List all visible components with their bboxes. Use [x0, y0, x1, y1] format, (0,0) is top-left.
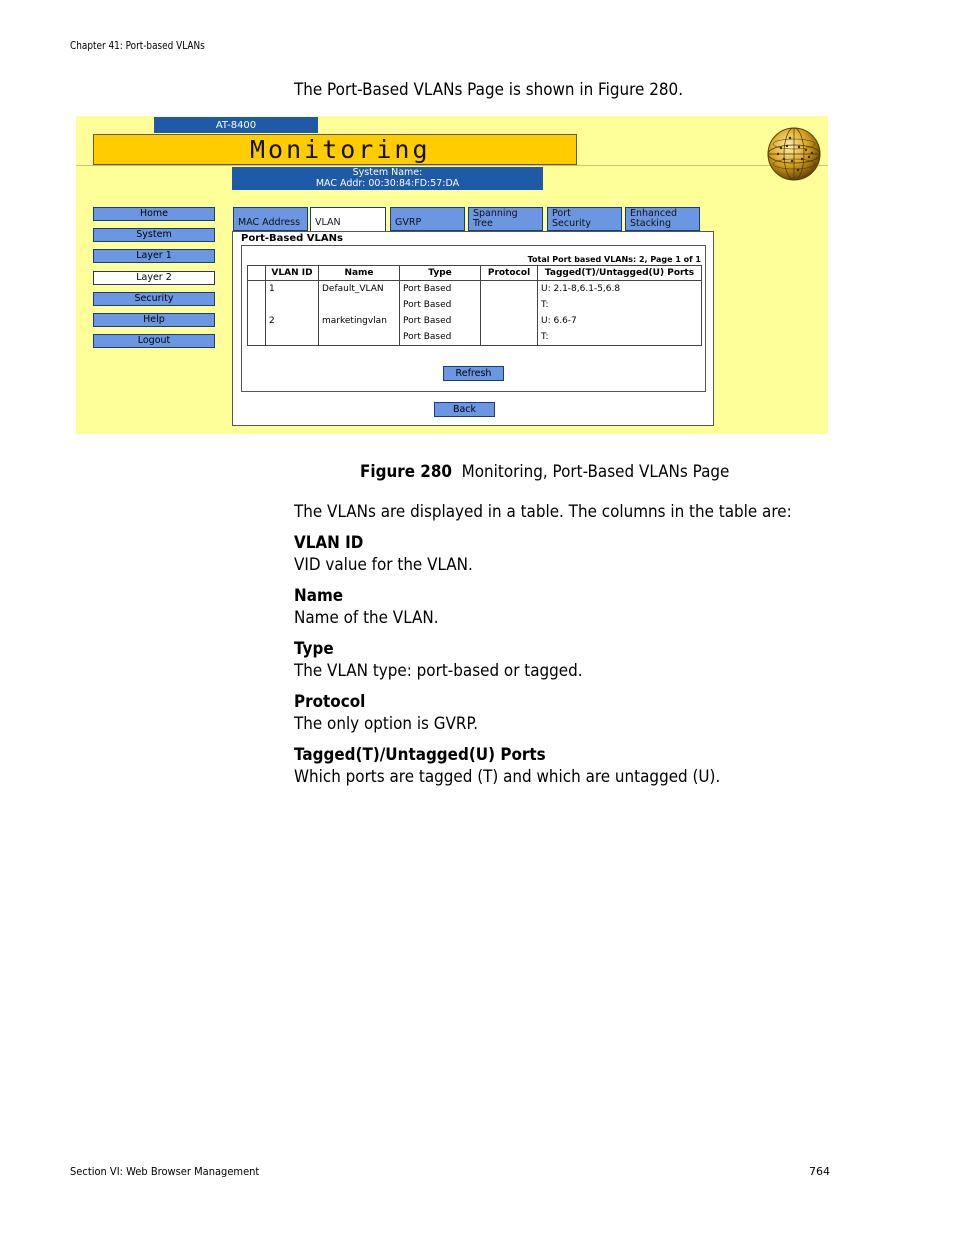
table-row [248, 313, 702, 329]
tab-label: VLAN [315, 217, 341, 228]
table-header-spacer [248, 266, 266, 281]
vlan-panel [232, 231, 714, 426]
cell-type: Port Based [400, 297, 481, 313]
cell-vlan-id [266, 297, 319, 313]
term-type: Type [294, 639, 334, 658]
term-ports: Tagged(T)/Untagged(U) Ports [294, 745, 546, 764]
cell-protocol [481, 281, 538, 298]
nav-help-button[interactable]: Help [93, 313, 215, 327]
nav-system-button[interactable]: System [93, 228, 215, 242]
nav-logout-button[interactable]: Logout [93, 334, 215, 348]
cell-name [319, 297, 400, 313]
col-ports: Tagged(T)/Untagged(U) Ports [538, 266, 702, 281]
figure-screenshot [76, 116, 828, 434]
row-spacer [248, 329, 266, 346]
term-vlan-id: VLAN ID [294, 533, 364, 552]
row-spacer [248, 281, 266, 298]
tab-label-line2: Tree [473, 218, 493, 229]
tab-label-line2: Security [552, 218, 592, 229]
page-number: 764 [809, 1165, 830, 1178]
desc-name: Name of the VLAN. [294, 608, 439, 627]
cell-protocol [481, 313, 538, 329]
cell-ports: U: 2.1-8,6.1-5,6.8 [538, 281, 702, 298]
nav-home-button[interactable]: Home [93, 207, 215, 221]
tab-label: Port [552, 208, 571, 219]
table-row [248, 297, 702, 313]
tab-label: Spanning [473, 208, 518, 219]
cell-protocol [481, 329, 538, 346]
banner-title: Monitoring [250, 135, 431, 164]
cell-name: Default_VLAN [319, 281, 400, 298]
globe-logo-icon [766, 126, 822, 182]
term-protocol: Protocol [294, 692, 366, 711]
row-spacer [248, 313, 266, 329]
desc-protocol: The only option is GVRP. [294, 714, 479, 733]
col-type: Type [400, 266, 481, 281]
nav-layer2-button[interactable]: Layer 2 [93, 271, 215, 285]
cell-type: Port Based [400, 281, 481, 298]
col-protocol: Protocol [481, 266, 538, 281]
refresh-button[interactable]: Refresh [443, 366, 504, 381]
body-lead: The VLANs are displayed in a table. The columns in the table are: [294, 502, 792, 521]
monitoring-banner [93, 134, 577, 165]
nav-layer1-button[interactable]: Layer 1 [93, 249, 215, 263]
cell-name [319, 329, 400, 346]
cell-ports: T: [538, 297, 702, 313]
figure-caption [360, 462, 729, 481]
tab-enhanced-stacking[interactable] [625, 207, 700, 231]
cell-name: marketingvlan [319, 313, 400, 329]
desc-vlan-id: VID value for the VLAN. [294, 555, 473, 574]
col-vlan-id: VLAN ID [266, 266, 319, 281]
cell-ports: U: 6.6-7 [538, 313, 702, 329]
tab-label: MAC Address [238, 217, 301, 228]
system-info-box [232, 167, 543, 190]
col-name: Name [319, 266, 400, 281]
intro-text: The Port-Based VLANs Page is shown in Figure 280. [294, 80, 684, 99]
tab-label-line2: Stacking [630, 218, 671, 229]
table-row [248, 329, 702, 346]
desc-type: The VLAN type: port-based or tagged. [294, 661, 583, 680]
cell-ports: T: [538, 329, 702, 346]
table-row [248, 281, 702, 298]
nav-security-button[interactable]: Security [93, 292, 215, 306]
tab-gvrp[interactable] [390, 207, 465, 231]
caption-text: Monitoring, Port-Based VLANs Page [461, 462, 730, 481]
caption-label: Figure 280 [360, 462, 452, 481]
chapter-header: Chapter 41: Port-based VLANs [70, 39, 205, 52]
table-header-row [248, 266, 702, 281]
vlan-table [247, 265, 702, 346]
footer-section: Section VI: Web Browser Management [70, 1165, 260, 1178]
cell-vlan-id: 2 [266, 313, 319, 329]
term-name: Name [294, 586, 344, 605]
model-label: AT-8400 [154, 117, 318, 133]
cell-vlan-id: 1 [266, 281, 319, 298]
back-button[interactable]: Back [434, 402, 495, 417]
mac-address-label: MAC Addr: 00:30:84:FD:57:DA [315, 178, 460, 189]
system-name-label: System Name: [352, 167, 423, 178]
cell-protocol [481, 297, 538, 313]
row-spacer [248, 297, 266, 313]
tab-label: GVRP [395, 217, 422, 228]
tab-vlan[interactable] [310, 207, 386, 232]
tab-port-security[interactable] [547, 207, 622, 231]
tab-label: Enhanced [630, 208, 677, 219]
cell-type: Port Based [400, 313, 481, 329]
desc-ports: Which ports are tagged (T) and which are untagged (U). [294, 767, 721, 786]
tab-mac-address[interactable] [233, 207, 308, 231]
cell-type: Port Based [400, 329, 481, 346]
cell-vlan-id [266, 329, 319, 346]
total-count: Total Port based VLANs: 2, Page 1 of 1 [527, 255, 701, 264]
divider [76, 165, 828, 166]
tab-spanning-tree[interactable] [468, 207, 543, 231]
panel-title: Port-Based VLANs [241, 233, 343, 244]
vlan-table-container [241, 245, 706, 392]
